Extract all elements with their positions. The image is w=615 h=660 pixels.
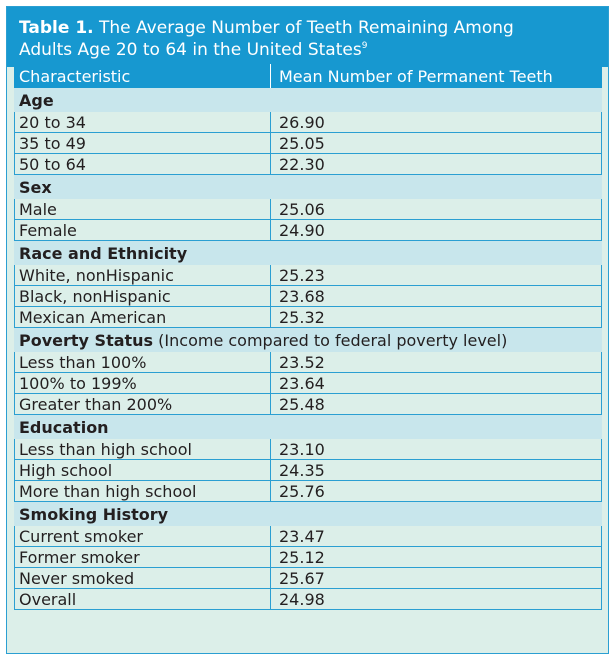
- cell-border: [270, 589, 271, 610]
- cell-border: [14, 460, 15, 481]
- row-label: Greater than 200%: [19, 395, 173, 414]
- table-number: Table 1.: [19, 18, 94, 38]
- table-row: [14, 220, 602, 241]
- cell-border: [14, 609, 602, 610]
- cell-border: [601, 460, 602, 481]
- table-row: [14, 154, 602, 175]
- section-header: [14, 328, 602, 352]
- cell-border: [601, 547, 602, 568]
- cell-border: [601, 439, 602, 460]
- cell-border: [601, 265, 602, 286]
- table-row: [14, 373, 602, 394]
- cell-border: [270, 547, 271, 568]
- cell-border: [601, 220, 602, 241]
- cell-border: [14, 154, 15, 175]
- row-label: Less than 100%: [19, 353, 147, 372]
- table-row: [14, 568, 602, 589]
- cell-border: [601, 199, 602, 220]
- section-header: [14, 502, 602, 526]
- section-title: [19, 91, 54, 110]
- column-header-mean-teeth: Mean Number of Permanent Teeth: [279, 67, 553, 86]
- row-value: 23.64: [279, 374, 325, 393]
- row-label: Less than high school: [19, 440, 192, 459]
- row-label: 100% to 199%: [19, 374, 137, 393]
- table-row: [14, 589, 602, 610]
- cell-border: [14, 526, 15, 547]
- cell-border: [601, 481, 602, 502]
- row-value: 22.30: [279, 155, 325, 174]
- row-label: Never smoked: [19, 569, 135, 588]
- table-row: [14, 199, 602, 220]
- row-value: 25.76: [279, 482, 325, 501]
- section-name: Poverty Status: [19, 331, 154, 350]
- cell-border: [14, 394, 15, 415]
- row-value: 24.98: [279, 590, 325, 609]
- cell-border: [601, 589, 602, 610]
- cell-border: [601, 133, 602, 154]
- cell-border: [270, 568, 271, 589]
- cell-border: [601, 286, 602, 307]
- cell-border: [14, 481, 15, 502]
- cell-border: [14, 265, 15, 286]
- cell-border: [601, 352, 602, 373]
- table-title-text-2: Adults Age 20 to 64 in the United States: [19, 40, 362, 60]
- cell-border: [601, 394, 602, 415]
- row-value: 25.48: [279, 395, 325, 414]
- cell-border: [14, 133, 15, 154]
- row-value: 23.47: [279, 527, 325, 546]
- cell-border: [14, 112, 15, 133]
- cell-border: [270, 373, 271, 394]
- section-note: (Income compared to federal poverty level): [158, 331, 508, 350]
- row-value: 25.06: [279, 200, 325, 219]
- table-row: [14, 439, 602, 460]
- row-label: 20 to 34: [19, 113, 86, 132]
- table-row: [14, 307, 602, 328]
- row-label: 35 to 49: [19, 134, 86, 153]
- table-row: [14, 352, 602, 373]
- row-label: Mexican American: [19, 308, 167, 327]
- section-name: Smoking History: [19, 505, 169, 524]
- table-title-line-1: [19, 18, 514, 38]
- row-label: Female: [19, 221, 77, 240]
- cell-border: [270, 526, 271, 547]
- row-label: Male: [19, 200, 57, 219]
- cell-border: [270, 481, 271, 502]
- cell-border: [601, 373, 602, 394]
- section-name: Education: [19, 418, 109, 437]
- row-label: High school: [19, 461, 113, 480]
- cell-border: [270, 112, 271, 133]
- cell-border: [270, 307, 271, 328]
- cell-border: [14, 547, 15, 568]
- section-name: Sex: [19, 178, 52, 197]
- row-value: 24.35: [279, 461, 325, 480]
- cell-border: [270, 439, 271, 460]
- table-row: [14, 460, 602, 481]
- cell-border: [270, 265, 271, 286]
- row-label: Current smoker: [19, 527, 144, 546]
- column-header-characteristic: Characteristic: [19, 67, 131, 86]
- cell-border: [270, 133, 271, 154]
- section-title: [19, 331, 507, 350]
- section-title: [19, 418, 109, 437]
- table-row: [14, 286, 602, 307]
- cell-border: [601, 568, 602, 589]
- table-title-line-2: [19, 40, 367, 60]
- column-header-row: [14, 64, 602, 88]
- row-value: 25.05: [279, 134, 325, 153]
- section-header: [14, 241, 602, 265]
- cell-border: [270, 220, 271, 241]
- cell-border: [14, 568, 15, 589]
- cell-border: [270, 286, 271, 307]
- row-label: 50 to 64: [19, 155, 86, 174]
- section-name: Race and Ethnicity: [19, 244, 188, 263]
- section-title: [19, 178, 52, 197]
- row-label: Overall: [19, 590, 77, 609]
- table-row: [14, 265, 602, 286]
- cell-border: [14, 589, 15, 610]
- section-header: [14, 415, 602, 439]
- column-divider: [270, 64, 271, 88]
- row-label: More than high school: [19, 482, 197, 501]
- row-value: 23.68: [279, 287, 325, 306]
- section-title: [19, 244, 187, 263]
- cell-border: [14, 439, 15, 460]
- row-label: White, nonHispanic: [19, 266, 174, 285]
- cell-border: [14, 352, 15, 373]
- cell-border: [14, 307, 15, 328]
- table-row: [14, 526, 602, 547]
- table-title-text-1: The Average Number of Teeth Remaining Among: [99, 18, 514, 38]
- table-title-banner: [7, 7, 608, 67]
- cell-border: [14, 373, 15, 394]
- section-header: [14, 175, 602, 199]
- row-value: 24.90: [279, 221, 325, 240]
- cell-border: [270, 394, 271, 415]
- table-title-reference: 9: [361, 41, 368, 51]
- section-header: [14, 88, 602, 112]
- cell-border: [270, 460, 271, 481]
- row-label: Former smoker: [19, 548, 140, 567]
- cell-border: [14, 199, 15, 220]
- table-row: [14, 133, 602, 154]
- table-row: [14, 112, 602, 133]
- cell-border: [601, 154, 602, 175]
- cell-border: [14, 220, 15, 241]
- row-value: 23.52: [279, 353, 325, 372]
- row-value: 26.90: [279, 113, 325, 132]
- row-value: 25.32: [279, 308, 325, 327]
- row-value: 25.67: [279, 569, 325, 588]
- cell-border: [601, 307, 602, 328]
- cell-border: [270, 199, 271, 220]
- section-name: Age: [19, 91, 54, 110]
- cell-border: [601, 112, 602, 133]
- table-row: [14, 547, 602, 568]
- table-row: [14, 481, 602, 502]
- section-title: [19, 505, 168, 524]
- cell-border: [270, 154, 271, 175]
- cell-border: [270, 352, 271, 373]
- cell-border: [14, 286, 15, 307]
- row-label: Black, nonHispanic: [19, 287, 171, 306]
- row-value: 25.23: [279, 266, 325, 285]
- row-value: 25.12: [279, 548, 325, 567]
- row-value: 23.10: [279, 440, 325, 459]
- table-row: [14, 394, 602, 415]
- cell-border: [601, 526, 602, 547]
